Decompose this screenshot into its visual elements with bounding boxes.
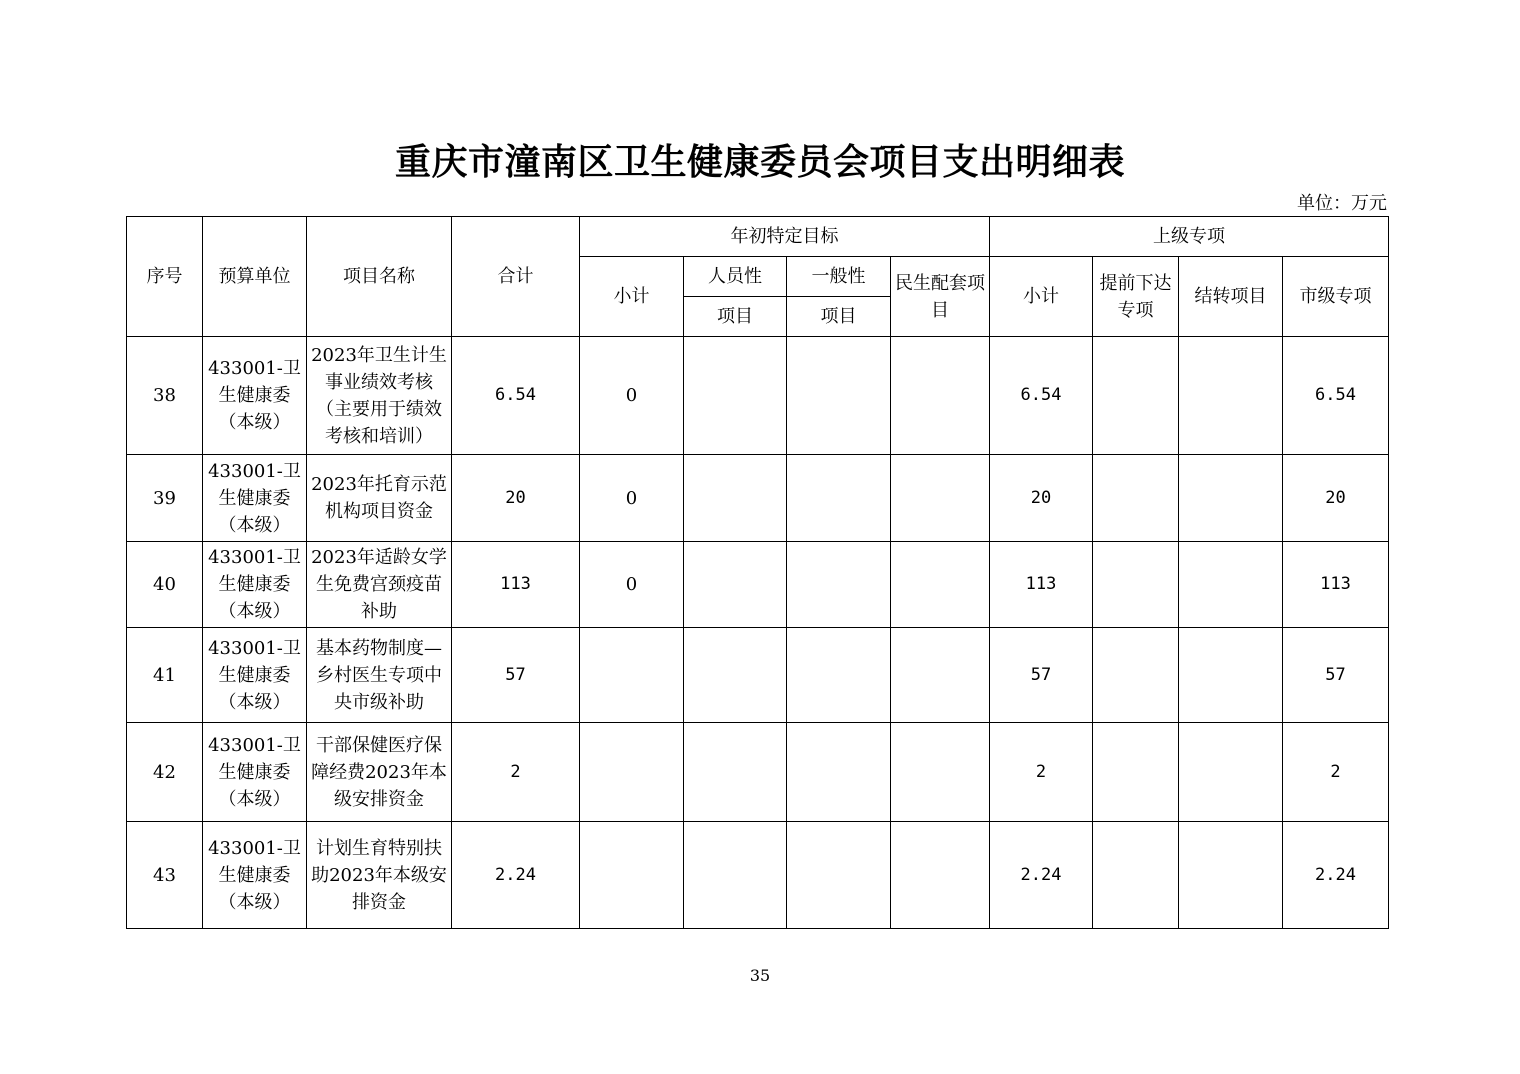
cell-livelihood bbox=[891, 628, 990, 723]
cell-general bbox=[787, 628, 891, 723]
cell-general bbox=[787, 822, 891, 929]
cell-unit: 433001-卫生健康委（本级） bbox=[203, 542, 307, 628]
cell-seq: 38 bbox=[127, 337, 203, 455]
cell-total: 2 bbox=[452, 723, 580, 822]
page-number: 35 bbox=[749, 966, 771, 985]
cell-carryover bbox=[1179, 337, 1283, 455]
cell-total: 20 bbox=[452, 455, 580, 542]
cell-name: 基本药物制度—乡村医生专项中央市级补助 bbox=[307, 628, 452, 723]
cell-livelihood bbox=[891, 822, 990, 929]
expenditure-table bbox=[126, 216, 1389, 929]
cell-livelihood bbox=[891, 455, 990, 542]
header-city: 市级专项 bbox=[1283, 257, 1389, 337]
header-total: 合计 bbox=[452, 217, 580, 337]
cell-unit: 433001-卫生健康委（本级） bbox=[203, 337, 307, 455]
cell-advance bbox=[1093, 822, 1179, 929]
header-advance: 提前下达专项 bbox=[1093, 257, 1179, 337]
cell-livelihood bbox=[891, 542, 990, 628]
cell-city: 20 bbox=[1283, 455, 1389, 542]
cell-unit: 433001-卫生健康委（本级） bbox=[203, 723, 307, 822]
cell-total: 57 bbox=[452, 628, 580, 723]
header-seq: 序号 bbox=[127, 217, 203, 337]
cell-advance bbox=[1093, 455, 1179, 542]
cell-seq: 42 bbox=[127, 723, 203, 822]
cell-general bbox=[787, 337, 891, 455]
header-personnel-top: 人员性 bbox=[684, 257, 787, 297]
cell-seq: 39 bbox=[127, 455, 203, 542]
cell-seq: 43 bbox=[127, 822, 203, 929]
cell-advance bbox=[1093, 337, 1179, 455]
cell-carryover bbox=[1179, 542, 1283, 628]
cell-personnel bbox=[684, 628, 787, 723]
header-subtotal-1: 小计 bbox=[580, 257, 684, 337]
cell-subtotal-1: 0 bbox=[580, 455, 684, 542]
table-row bbox=[127, 822, 1389, 929]
cell-carryover bbox=[1179, 455, 1283, 542]
cell-subtotal-2: 113 bbox=[990, 542, 1093, 628]
cell-subtotal-2: 6.54 bbox=[990, 337, 1093, 455]
table-row bbox=[127, 337, 1389, 455]
cell-advance bbox=[1093, 542, 1179, 628]
cell-carryover bbox=[1179, 723, 1283, 822]
table-row bbox=[127, 723, 1389, 822]
cell-personnel bbox=[684, 723, 787, 822]
cell-city: 57 bbox=[1283, 628, 1389, 723]
header-subtotal-2: 小计 bbox=[990, 257, 1093, 337]
cell-personnel bbox=[684, 455, 787, 542]
cell-general bbox=[787, 455, 891, 542]
table-row bbox=[127, 542, 1389, 628]
cell-city: 113 bbox=[1283, 542, 1389, 628]
cell-city: 2 bbox=[1283, 723, 1389, 822]
cell-subtotal-1: 0 bbox=[580, 337, 684, 455]
header-carryover: 结转项目 bbox=[1179, 257, 1283, 337]
cell-personnel bbox=[684, 337, 787, 455]
cell-name: 计划生育特别扶助2023年本级安排资金 bbox=[307, 822, 452, 929]
cell-advance bbox=[1093, 628, 1179, 723]
cell-name: 2023年适龄女学生免费宫颈疫苗补助 bbox=[307, 542, 452, 628]
cell-livelihood bbox=[891, 337, 990, 455]
cell-subtotal-2: 20 bbox=[990, 455, 1093, 542]
unit-label: 单位：万元 bbox=[1297, 193, 1387, 214]
header-personnel-bottom: 项目 bbox=[684, 297, 787, 337]
table-row bbox=[127, 628, 1389, 723]
cell-name: 2023年卫生计生事业绩效考核（主要用于绩效考核和培训） bbox=[307, 337, 452, 455]
cell-unit: 433001-卫生健康委（本级） bbox=[203, 822, 307, 929]
cell-name: 干部保健医疗保障经费2023年本级安排资金 bbox=[307, 723, 452, 822]
header-group-superior-special: 上级专项 bbox=[990, 217, 1389, 257]
header-livelihood: 民生配套项目 bbox=[891, 257, 990, 337]
cell-city: 2.24 bbox=[1283, 822, 1389, 929]
header-name: 项目名称 bbox=[307, 217, 452, 337]
cell-general bbox=[787, 723, 891, 822]
cell-name: 2023年托育示范机构项目资金 bbox=[307, 455, 452, 542]
cell-carryover bbox=[1179, 822, 1283, 929]
cell-total: 2.24 bbox=[452, 822, 580, 929]
cell-seq: 41 bbox=[127, 628, 203, 723]
header-row-1 bbox=[127, 217, 1389, 257]
cell-seq: 40 bbox=[127, 542, 203, 628]
cell-subtotal-2: 2 bbox=[990, 723, 1093, 822]
cell-personnel bbox=[684, 822, 787, 929]
cell-general bbox=[787, 542, 891, 628]
cell-subtotal-1: 0 bbox=[580, 542, 684, 628]
cell-livelihood bbox=[891, 723, 990, 822]
table-row bbox=[127, 455, 1389, 542]
cell-subtotal-2: 57 bbox=[990, 628, 1093, 723]
header-unit: 预算单位 bbox=[203, 217, 307, 337]
header-general-bottom: 项目 bbox=[787, 297, 891, 337]
cell-subtotal-1 bbox=[580, 723, 684, 822]
cell-total: 6.54 bbox=[452, 337, 580, 455]
cell-personnel bbox=[684, 542, 787, 628]
cell-unit: 433001-卫生健康委（本级） bbox=[203, 628, 307, 723]
page-title: 重庆市潼南区卫生健康委员会项目支出明细表 bbox=[394, 141, 1125, 183]
cell-total: 113 bbox=[452, 542, 580, 628]
cell-carryover bbox=[1179, 628, 1283, 723]
header-general-top: 一般性 bbox=[787, 257, 891, 297]
cell-city: 6.54 bbox=[1283, 337, 1389, 455]
cell-subtotal-1 bbox=[580, 822, 684, 929]
cell-subtotal-2: 2.24 bbox=[990, 822, 1093, 929]
cell-advance bbox=[1093, 723, 1179, 822]
cell-unit: 433001-卫生健康委（本级） bbox=[203, 455, 307, 542]
header-group-annual-targets: 年初特定目标 bbox=[580, 217, 990, 257]
cell-subtotal-1 bbox=[580, 628, 684, 723]
